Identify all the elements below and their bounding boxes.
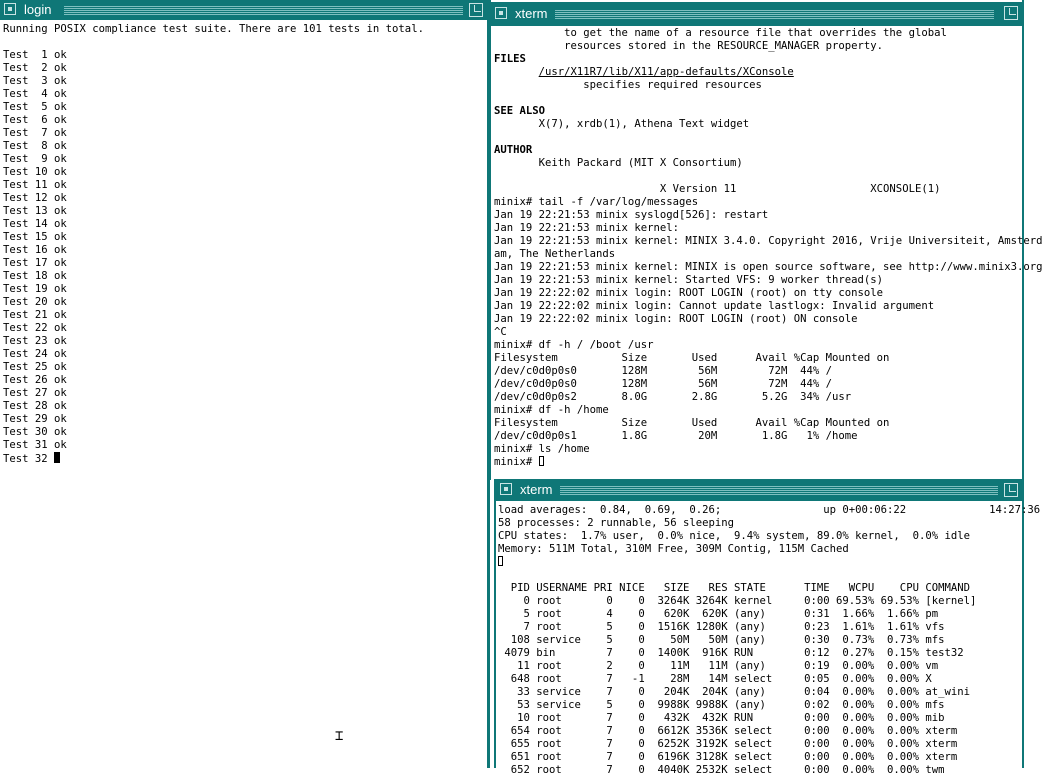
- top-header-line: 58 processes: 2 runnable, 56 sleeping: [498, 517, 734, 529]
- top-header-line: load averages: 0.84, 0.69, 0.26; up 0+00:06:22 14:27:36: [498, 504, 1041, 516]
- files-indent: [494, 66, 539, 78]
- test-result-line: Test 11 ok: [3, 179, 67, 191]
- test-result-line: Test 10 ok: [3, 166, 67, 178]
- process-row: 5 root 4 0 620K 620K (any) 0:31 1.66% 1.66% pm: [498, 608, 939, 620]
- man-description: to get the name of a resource file that overrides the global resources stored in the RESOURCE_MANAGER property.: [564, 27, 947, 52]
- process-row: 7 root 5 0 1516K 1280K (any) 0:23 1.61% 1.61% vfs: [498, 621, 945, 633]
- test-result-line: Test 15 ok: [3, 231, 67, 243]
- log-line: /dev/c0d0p0s0 128M 56M 72M 44% /: [494, 378, 833, 390]
- test-result-line: Test 17 ok: [3, 257, 67, 269]
- process-row: 654 root 7 0 6612K 3536K select 0:00 0.00% 0.00% xterm: [498, 725, 958, 737]
- process-row: 4079 bin 7 0 1400K 916K RUN 0:12 0.27% 0.15% test32: [498, 647, 964, 659]
- login-window[interactable]: [0, 0, 487, 768]
- window-title: xterm: [520, 482, 553, 497]
- log-line: ^C: [494, 326, 507, 338]
- test-result-line: Test 27 ok: [3, 387, 67, 399]
- test-result-line: Test 12 ok: [3, 192, 67, 204]
- process-row: 10 root 7 0 432K 432K RUN 0:00 0.00% 0.00% mib: [498, 712, 945, 724]
- top-header-line: Memory: 511M Total, 310M Free, 309M Contig, 115M Cached: [498, 543, 849, 555]
- window-menu-icon[interactable]: [495, 7, 507, 19]
- window-title: login: [24, 2, 52, 17]
- titlebar-stripes[interactable]: [560, 485, 998, 495]
- test-result-line: Test 30 ok: [3, 426, 67, 438]
- process-row: 53 service 5 0 9988K 9988K (any) 0:02 0.00% 0.00% mfs: [498, 699, 945, 711]
- top-header: [498, 504, 1041, 556]
- process-row: 651 root 7 0 6196K 3128K select 0:00 0.00% 0.00% xterm: [498, 751, 958, 763]
- log-line: minix# df -h / /boot /usr: [494, 339, 654, 351]
- test-result-line: Test 8 ok: [3, 140, 67, 152]
- test-result-line: Test 4 ok: [3, 88, 67, 100]
- log-line: Jan 19 22:22:02 minix login: ROOT LOGIN (root) on tty console: [494, 287, 884, 299]
- log-line: Jan 19 22:22:02 minix login: ROOT LOGIN (root) ON console: [494, 313, 858, 325]
- log-line: Jan 19 22:22:02 minix login: Cannot update lastlogx: Invalid argument: [494, 300, 935, 312]
- log-line: Jan 19 22:21:53 minix kernel: MINIX is open source software, see http://www.minix3.org: [494, 261, 1043, 273]
- ibeam-cursor-icon: ⌶: [335, 728, 344, 744]
- test-result-line: Test 29 ok: [3, 413, 67, 425]
- test-result-line: Test 14 ok: [3, 218, 67, 230]
- test-result-line: Test 2 ok: [3, 62, 67, 74]
- test-result-line: Test 3 ok: [3, 75, 67, 87]
- test-result-line: Test 18 ok: [3, 270, 67, 282]
- shell-log: [494, 196, 1043, 456]
- top-output[interactable]: [498, 504, 1041, 776]
- test-result-line: Test 9 ok: [3, 153, 67, 165]
- test-result-line: Test 16 ok: [3, 244, 67, 256]
- process-row: 652 root 7 0 4040K 2532K select 0:00 0.00% 0.00% twm: [498, 764, 945, 776]
- files-heading: FILES: [494, 53, 526, 65]
- log-line: Jan 19 22:21:53 minix syslogd[526]: restart: [494, 209, 769, 221]
- test-result-line: Test 19 ok: [3, 283, 67, 295]
- process-row: 33 service 7 0 204K 204K (any) 0:04 0.00% 0.00% at_wini: [498, 686, 970, 698]
- log-line: minix# df -h /home: [494, 404, 609, 416]
- log-line: /dev/c0d0p0s0 128M 56M 72M 44% /: [494, 365, 833, 377]
- log-line: minix# tail -f /var/log/messages: [494, 196, 699, 208]
- test-result-line: Test 21 ok: [3, 309, 67, 321]
- process-columns: PID USERNAME PRI NICE SIZE RES STATE TIME WCPU CPU COMMAND: [498, 582, 970, 594]
- window-menu-icon[interactable]: [500, 483, 512, 495]
- man-page: [494, 27, 1020, 196]
- test-result-line: Test 6 ok: [3, 114, 67, 126]
- test-result-line: Test 24 ok: [3, 348, 67, 360]
- test-result-line: Test 13 ok: [3, 205, 67, 217]
- log-line: Jan 19 22:21:53 minix kernel:: [494, 222, 679, 234]
- process-row: 648 root 7 -1 28M 14M select 0:05 0.00% 0.00% X: [498, 673, 932, 685]
- titlebar-stripes[interactable]: [555, 9, 994, 19]
- author-heading: AUTHOR: [494, 144, 533, 156]
- window-menu-icon[interactable]: [4, 3, 16, 15]
- man-footer: X Version 11 XCONSOLE(1): [494, 183, 941, 195]
- top-cursor-line: [498, 556, 1020, 569]
- maximize-icon[interactable]: [469, 3, 483, 17]
- see-also-body: X(7), xrdb(1), Athena Text widget: [538, 118, 750, 130]
- header-line: Running POSIX compliance test suite. There are 101 tests in total.: [3, 23, 424, 35]
- test-result-line: Test 31 ok: [3, 439, 67, 451]
- test-result-line: Test 7 ok: [3, 127, 67, 139]
- log-line: /dev/c0d0p0s2 8.0G 2.8G 5.2G 34% /usr: [494, 391, 852, 403]
- files-desc: specifies required resources: [583, 79, 762, 91]
- log-line: Filesystem Size Used Avail %Cap Mounted on: [494, 352, 890, 364]
- app-defaults-path: /usr/X11R7/lib/X11/app-defaults/XConsole: [538, 66, 794, 78]
- process-table: [498, 595, 1020, 777]
- current-test-text: Test 32: [3, 453, 55, 465]
- log-line: Filesystem Size Used Avail %Cap Mounted on: [494, 417, 890, 429]
- maximize-icon[interactable]: [1004, 483, 1018, 497]
- test-result-line: Test 20 ok: [3, 296, 67, 308]
- test-result-line: Test 26 ok: [3, 374, 67, 386]
- process-row: 11 root 2 0 11M 11M (any) 0:19 0.00% 0.00% vm: [498, 660, 939, 672]
- see-also-heading: SEE ALSO: [494, 105, 546, 117]
- test-result-line: Test 1 ok: [3, 49, 67, 61]
- text-cursor: [498, 556, 503, 566]
- xterm-bottom-titlebar[interactable]: [496, 479, 1022, 501]
- log-line: /dev/c0d0p0s1 1.8G 20M 1.8G 1% /home: [494, 430, 858, 442]
- xterm-top-terminal[interactable]: [494, 27, 1043, 480]
- xterm-top-window[interactable]: [490, 0, 1043, 480]
- test-result-line: Test 25 ok: [3, 361, 67, 373]
- shell-prompt-line: [494, 456, 1020, 469]
- test-results: [3, 49, 485, 452]
- test-result-line: Test 5 ok: [3, 101, 67, 113]
- process-row: 108 service 5 0 50M 50M (any) 0:30 0.73% 0.73% mfs: [498, 634, 945, 646]
- maximize-icon[interactable]: [1004, 6, 1018, 20]
- login-titlebar[interactable]: [0, 0, 487, 20]
- xterm-bottom-window[interactable]: [494, 479, 1041, 776]
- titlebar-stripes[interactable]: [64, 5, 463, 15]
- top-header-line: CPU states: 1.7% user, 0.0% nice, 9.4% system, 89.0% kernel, 0.0% idle: [498, 530, 970, 542]
- shell-prompt: minix#: [494, 456, 539, 468]
- author-body: Keith Packard (MIT X Consortium): [538, 157, 743, 169]
- test-result-line: Test 28 ok: [3, 400, 67, 412]
- login-terminal[interactable]: [3, 23, 485, 768]
- current-test-line: [3, 452, 485, 466]
- window-title: xterm: [515, 6, 548, 21]
- log-line: am, The Netherlands: [494, 248, 616, 260]
- test-result-line: Test 23 ok: [3, 335, 67, 347]
- text-cursor: [54, 452, 60, 463]
- log-line: Jan 19 22:21:53 minix kernel: Started VFS: 9 worker thread(s): [494, 274, 884, 286]
- log-line: Jan 19 22:21:53 minix kernel: MINIX 3.4.0. Copyright 2016, Vrije Universiteit, Amsterd: [494, 235, 1043, 247]
- text-cursor: [539, 456, 544, 466]
- process-row: 655 root 7 0 6252K 3192K select 0:00 0.00% 0.00% xterm: [498, 738, 958, 750]
- log-line: minix# ls /home: [494, 443, 590, 455]
- process-row: 0 root 0 0 3264K 3264K kernel 0:00 69.53% 69.53% [kernel]: [498, 595, 977, 607]
- xterm-top-titlebar[interactable]: [491, 2, 1022, 26]
- test-result-line: Test 22 ok: [3, 322, 67, 334]
